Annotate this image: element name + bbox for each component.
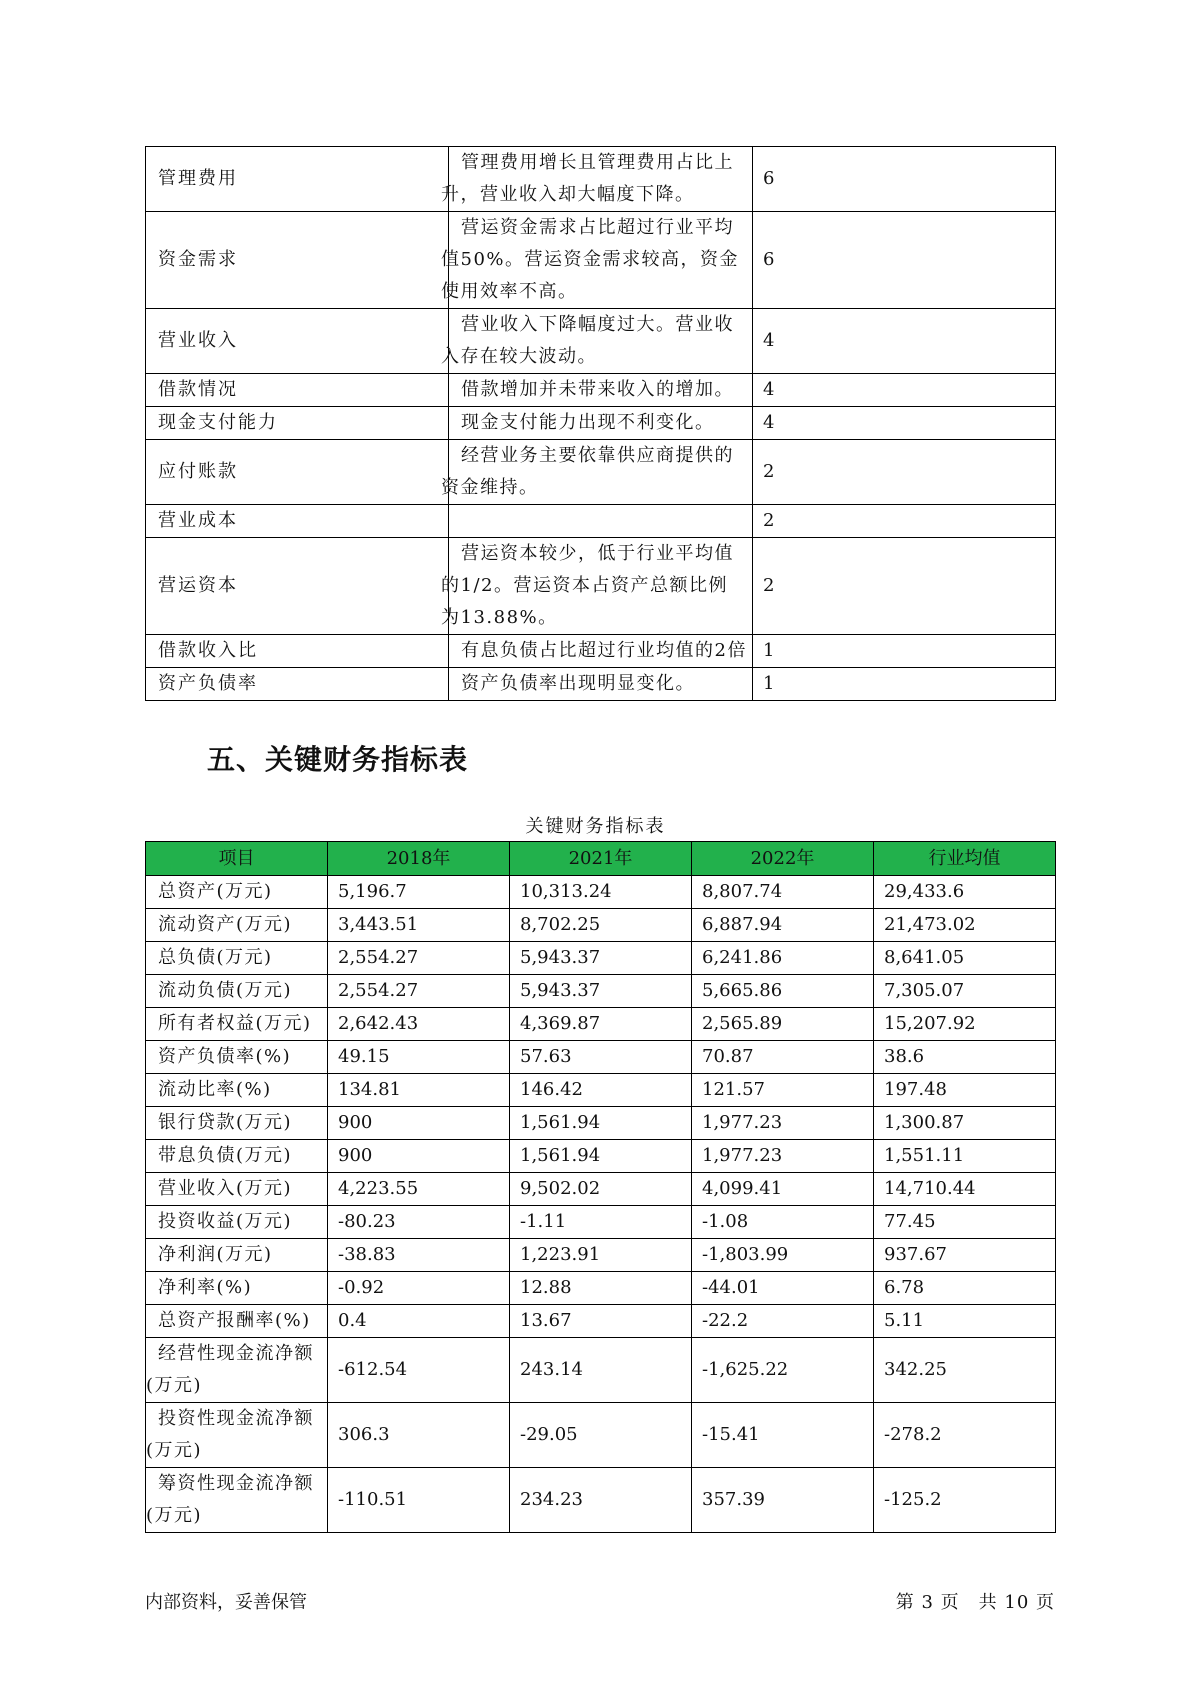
table-row [146,942,1056,975]
row-label [146,1403,328,1468]
risk-item-name: 资产负债率 [146,668,449,701]
row-label-line: 筹资性现金流净额 [158,1473,314,1494]
table-cell: 2,554.27 [328,942,510,975]
table-cell: 2,642.43 [328,1008,510,1041]
row-label-line: 净利率(%) [158,1277,253,1298]
column-header: 2022年 [692,842,874,876]
table-cell: 77.45 [874,1206,1056,1239]
column-header: 2021年 [510,842,692,876]
description-line: 为13.88%。 [441,607,558,628]
row-label-line: 投资收益(万元) [158,1211,293,1232]
risk-score: 4 [753,309,1056,374]
table-cell: 342.25 [874,1338,1056,1403]
risk-item-name: 营运资本 [146,538,449,635]
row-label [146,876,328,909]
risk-item-description [449,407,753,440]
table-cell: 4,099.41 [692,1173,874,1206]
table-cell: 10,313.24 [510,876,692,909]
row-label [146,1041,328,1074]
description-line: 营运资本较少，低于行业平均值 [461,543,734,564]
table-cell: 57.63 [510,1041,692,1074]
description-line: 使用效率不高。 [441,281,578,302]
table-cell: 29,433.6 [874,876,1056,909]
risk-score: 6 [753,212,1056,309]
row-label [146,1008,328,1041]
row-label-line: 总负债(万元) [158,947,273,968]
table-row [146,1338,1056,1403]
section-heading: 五、关键财务指标表 [207,743,469,776]
table-cell: -278.2 [874,1403,1056,1468]
table-cell: 8,807.74 [692,876,874,909]
description-line: 升，营业收入却大幅度下降。 [441,184,695,205]
row-label [146,975,328,1008]
row-label-line: 流动资产(万元) [158,914,293,935]
risk-row [146,538,1056,635]
risk-item-description [441,309,753,374]
table-row [146,1468,1056,1533]
table-cell: 5.11 [874,1305,1056,1338]
risk-score: 2 [753,440,1056,505]
table-row [146,1403,1056,1468]
row-label-line: 营业收入(万元) [158,1178,293,1199]
table-cell: 900 [328,1107,510,1140]
row-label-line: 流动负债(万元) [158,980,293,1001]
row-label-line: 流动比率(%) [158,1079,272,1100]
table-row [146,1140,1056,1173]
description-line: 营运资金需求占比超过行业平均 [461,217,734,238]
table-cell: 5,943.37 [510,975,692,1008]
table-cell: 937.67 [874,1239,1056,1272]
table-cell: 900 [328,1140,510,1173]
row-label [146,1305,328,1338]
risk-indicator-table [145,146,1056,701]
risk-score: 4 [753,374,1056,407]
table-cell: 1,300.87 [874,1107,1056,1140]
description-line: 经营业务主要依靠供应商提供的 [461,445,734,466]
row-label [146,1468,328,1533]
table-cell: -22.2 [692,1305,874,1338]
table-header-row [146,842,1056,876]
description-line: 管理费用增长且管理费用占比上 [461,152,734,173]
table-cell: -44.01 [692,1272,874,1305]
table-cell: 4,223.55 [328,1173,510,1206]
table-cell: 5,943.37 [510,942,692,975]
table-cell: 1,551.11 [874,1140,1056,1173]
risk-score: 1 [753,668,1056,701]
page-number: 第 3 页 共 10 页 [895,1592,1055,1613]
risk-row [146,212,1056,309]
row-label-line: 投资性现金流净额 [158,1408,314,1429]
table-cell: -15.41 [692,1403,874,1468]
table-caption: 关键财务指标表 [525,816,666,837]
table-cell: 1,561.94 [510,1107,692,1140]
table-cell: 49.15 [328,1041,510,1074]
table-row [146,975,1056,1008]
risk-item-description [449,374,753,407]
risk-item-description [449,668,753,701]
column-header: 2018年 [328,842,510,876]
row-label-line: (万元) [146,1440,203,1461]
row-label-line: 所有者权益(万元) [158,1013,312,1034]
row-label [146,1206,328,1239]
table-cell: 70.87 [692,1041,874,1074]
row-label [146,1239,328,1272]
table-cell: 134.81 [328,1074,510,1107]
table-row [146,1173,1056,1206]
risk-item-name: 资金需求 [146,212,449,309]
row-label-line: 带息负债(万元) [158,1145,293,1166]
table-cell: 306.3 [328,1403,510,1468]
table-cell: 5,196.7 [328,876,510,909]
table-row [146,909,1056,942]
risk-item-description [441,212,753,309]
row-label [146,1338,328,1403]
risk-item-description [449,505,753,538]
row-label-line: 总资产(万元) [158,881,273,902]
table-cell: -612.54 [328,1338,510,1403]
table-cell: 9,502.02 [510,1173,692,1206]
description-line: 现金支付能力出现不利变化。 [461,412,715,433]
description-line: 资产负债率出现明显变化。 [461,673,695,694]
table-row [146,1107,1056,1140]
risk-item-description [441,147,753,212]
table-cell: 121.57 [692,1074,874,1107]
table-row [146,1008,1056,1041]
table-cell: 3,443.51 [328,909,510,942]
table-cell: 14,710.44 [874,1173,1056,1206]
table-cell: 21,473.02 [874,909,1056,942]
risk-item-description [449,635,753,668]
table-row [146,1272,1056,1305]
risk-item-description [441,538,753,635]
table-cell: 6,241.86 [692,942,874,975]
table-cell: 234.23 [510,1468,692,1533]
table-cell: 146.42 [510,1074,692,1107]
description-line: 值50%。营运资金需求较高，资金 [441,249,740,270]
table-cell: -125.2 [874,1468,1056,1533]
column-header: 行业均值 [874,842,1056,876]
table-cell: 197.48 [874,1074,1056,1107]
table-cell: -1,803.99 [692,1239,874,1272]
row-label-line: 总资产报酬率(%) [158,1310,311,1331]
table-cell: 15,207.92 [874,1008,1056,1041]
risk-row [146,309,1056,374]
row-label-line: (万元) [146,1505,203,1526]
table-row [146,1074,1056,1107]
risk-row [146,440,1056,505]
row-label [146,1107,328,1140]
table-cell: -1.11 [510,1206,692,1239]
table-cell: -1.08 [692,1206,874,1239]
table-cell: 6.78 [874,1272,1056,1305]
table-cell: 5,665.86 [692,975,874,1008]
risk-item-name: 管理费用 [146,147,449,212]
table-cell: 13.67 [510,1305,692,1338]
table-row [146,1305,1056,1338]
risk-score: 6 [753,147,1056,212]
description-line: 借款增加并未带来收入的增加。 [461,379,734,400]
table-cell: -29.05 [510,1403,692,1468]
table-cell: -110.51 [328,1468,510,1533]
table-cell: 7,305.07 [874,975,1056,1008]
table-row [146,1206,1056,1239]
risk-item-name: 借款情况 [146,374,449,407]
table-cell: 1,977.23 [692,1107,874,1140]
risk-item-name: 营业收入 [146,309,449,374]
risk-item-name: 营业成本 [146,505,449,538]
description-line: 入存在较大波动。 [441,346,597,367]
risk-item-name: 借款收入比 [146,635,449,668]
table-cell: 2,554.27 [328,975,510,1008]
table-cell: 8,702.25 [510,909,692,942]
table-cell: 0.4 [328,1305,510,1338]
description-line: 营业收入下降幅度过大。营业收 [461,314,734,335]
table-cell: -80.23 [328,1206,510,1239]
table-cell: -38.83 [328,1239,510,1272]
row-label [146,909,328,942]
row-label-line: 资产负债率(%) [158,1046,292,1067]
row-label [146,1074,328,1107]
row-label-line: 净利润(万元) [158,1244,273,1265]
table-cell: 4,369.87 [510,1008,692,1041]
risk-row [146,374,1056,407]
risk-row [146,147,1056,212]
column-header: 项目 [146,842,328,876]
risk-row [146,635,1056,668]
table-cell: 6,887.94 [692,909,874,942]
description-line: 的1/2。营运资本占资产总额比例 [441,575,728,596]
row-label-line: (万元) [146,1375,203,1396]
table-cell: 1,223.91 [510,1239,692,1272]
table-cell: 1,977.23 [692,1140,874,1173]
table-cell: 8,641.05 [874,942,1056,975]
risk-score: 2 [753,538,1056,635]
table-cell: -0.92 [328,1272,510,1305]
table-row [146,1239,1056,1272]
row-label-line: 银行贷款(万元) [158,1112,293,1133]
table-cell: -1,625.22 [692,1338,874,1403]
table-cell: 243.14 [510,1338,692,1403]
risk-score: 2 [753,505,1056,538]
table-cell: 12.88 [510,1272,692,1305]
description-line: 有息负债占比超过行业均值的2倍 [461,640,747,661]
row-label [146,1140,328,1173]
row-label-line: 经营性现金流净额 [158,1343,314,1364]
description-line: 资金维持。 [441,477,539,498]
row-label [146,1173,328,1206]
risk-row [146,668,1056,701]
table-cell: 1,561.94 [510,1140,692,1173]
risk-row [146,505,1056,538]
footer-confidential-note: 内部资料，妥善保管 [145,1592,307,1613]
risk-item-name: 现金支付能力 [146,407,449,440]
table-row [146,1041,1056,1074]
table-row [146,876,1056,909]
row-label [146,1272,328,1305]
risk-score: 4 [753,407,1056,440]
row-label [146,942,328,975]
risk-score: 1 [753,635,1056,668]
table-cell: 38.6 [874,1041,1056,1074]
table-cell: 357.39 [692,1468,874,1533]
key-financial-indicators-table [145,841,1056,1533]
table-cell: 2,565.89 [692,1008,874,1041]
risk-row [146,407,1056,440]
risk-item-name: 应付账款 [146,440,449,505]
risk-item-description [441,440,753,505]
